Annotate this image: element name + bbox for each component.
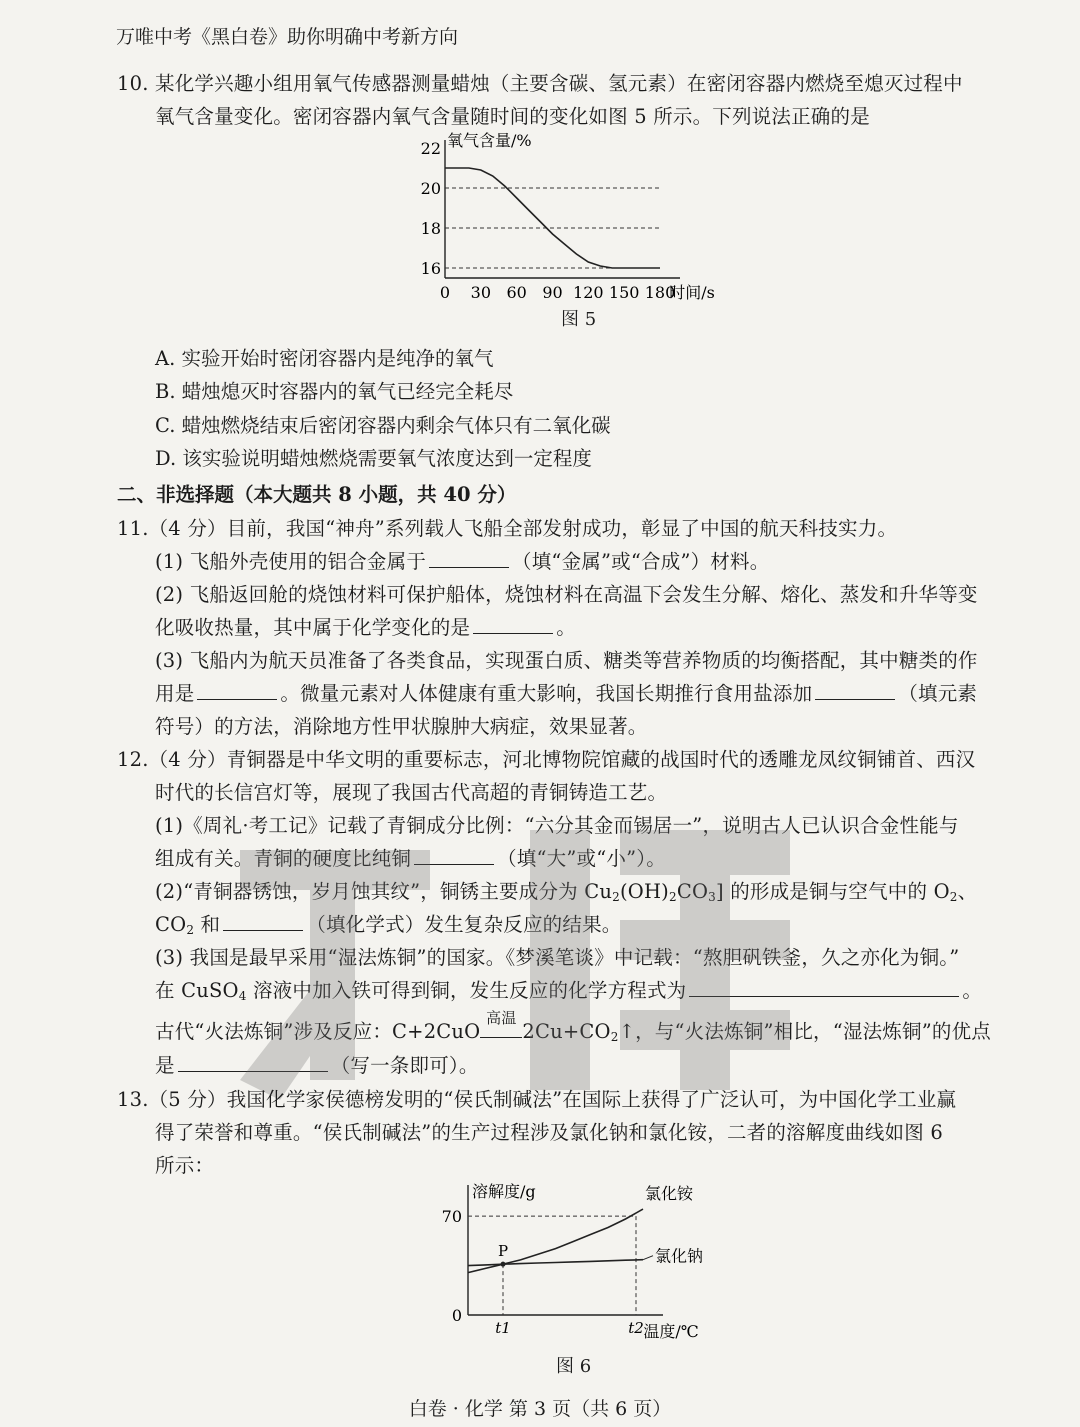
oxygen-curve xyxy=(445,168,660,268)
figure-5-chart xyxy=(410,128,740,303)
q12-part3-line1: (3) 我国是最早采用“湿法炼铜”的国家。《梦溪笔谈》中记载：“熬胆矾铁釜，久之亦化为铜。” xyxy=(155,946,960,969)
q11-part3-line1: (3) 飞船内为航天员准备了各类食品，实现蛋白质、糖类等营养物质的均衡搭配，其中糖类的作 xyxy=(155,649,978,672)
y-tick-label: 16 xyxy=(420,259,441,278)
figure-5-caption: 图 5 xyxy=(561,309,597,330)
q12-part3-line3: 古代“火法炼铜”涉及反应：C+2CuO 高温 $2Cu+CO_2↑$，与“火法炼铜”相比，“湿法炼铜”的优点 xyxy=(155,1009,991,1044)
q11-part2-line1: (2) 飞船返回舱的烧蚀材料可保护船体，烧蚀材料在高温下会发生分解、熔化、蒸发和升华等变 xyxy=(155,583,978,606)
q10-line2: 氧气含量变化。密闭容器内氧气含量随时间的变化如图 5 所示。下列说法正确的是 xyxy=(155,105,870,128)
q13-stem-line3: 所示： xyxy=(155,1154,215,1177)
y-tick-label: 18 xyxy=(420,219,441,238)
label-leader xyxy=(643,1256,653,1260)
q12-part2-line1: (2)“青铜器锈蚀，岁月蚀其纹”，铜锈主要成分为 $Cu_2(OH)_2CO_3$] 的形成是铜与空气中的 $O_2$、 xyxy=(155,880,978,904)
y-tick-label: 70 xyxy=(441,1207,462,1227)
x-tick-label: 30 xyxy=(470,283,492,302)
sodium-chloride-curve xyxy=(468,1260,643,1266)
section-2-heading: 二、非选择题（本大题共 8 小题，共 40 分） xyxy=(117,483,517,506)
answer-blank[interactable] xyxy=(815,698,895,700)
q11-part2-line2: 化吸收热量，其中属于化学变化的是 。 xyxy=(155,616,576,639)
point-label-p: P xyxy=(497,1242,509,1261)
figure-6-caption: 图 6 xyxy=(556,1356,592,1377)
q10-option-d: D. 该实验说明蜡烛燃烧需要氧气浓度达到一定程度 xyxy=(155,447,592,470)
x-axis-label: 时间/s xyxy=(669,283,715,302)
q11-stem: 11.（4 分）目前，我国“神舟”系列载人飞船全部发射成功，彰显了中国的航天科技实力。 xyxy=(117,517,898,540)
y-tick-label: 20 xyxy=(420,179,441,198)
q11-part3-line3: 符号）的方法，消除地方性甲状腺肿大病症，效果显著。 xyxy=(155,715,648,738)
page-footer: 白卷 · 化学 第 3 页（共 6 页） xyxy=(408,1398,672,1420)
x-tick-label: t1 xyxy=(495,1319,511,1337)
q12-part2-line2: $CO_2$ 和 （填化学式）发生复杂反应的结果。 xyxy=(155,913,622,937)
x-tick-label: t2 xyxy=(628,1319,644,1337)
q12-part1-line1: (1)《周礼·考工记》记载了青铜成分比例：“六分其金而锡居一”，说明古人已认识合金性能与 xyxy=(155,814,959,837)
y-axis-label: 氧气含量/% xyxy=(447,131,532,150)
q12-part3-line2: 在 CuSO$_4$ 溶液中加入铁可得到铜，发生反应的化学方程式为 。 xyxy=(155,979,983,1003)
answer-blank[interactable] xyxy=(178,1070,328,1072)
answer-blank[interactable] xyxy=(414,863,494,865)
q13-stem-line2: 得了荣誉和尊重。“侯氏制碱法”的生产过程涉及氯化钠和氯化铵，二者的溶解度曲线如图 6 xyxy=(155,1121,943,1144)
q10-line1: 10. 某化学兴趣小组用氧气传感器测量蜡烛（主要含碳、氢元素）在密闭容器内燃烧至熄灭过程中 xyxy=(117,72,963,95)
figure-6-chart xyxy=(440,1175,720,1350)
q11-part1: (1) 飞船外壳使用的铝合金属于 （填“金属”或“合成”）材料。 xyxy=(155,550,770,573)
q12-stem-line1: 12.（4 分）青铜器是中华文明的重要标志，河北博物院馆藏的战国时代的透雕龙凤纹铜铺首、西汉 xyxy=(117,748,976,771)
x-tick-label: 180 xyxy=(644,283,676,302)
answer-blank[interactable] xyxy=(689,995,959,997)
q12-part1-line2: 组成有关。青铜的硬度比纯铜 （填“大”或“小”）。 xyxy=(155,847,666,870)
q13-stem-line1: 13.（5 分）我国化学家侯德榜发明的“侯氏制碱法”在国际上获得了广泛认可，为中国化学工业赢 xyxy=(117,1088,957,1111)
intersection-point xyxy=(501,1262,506,1267)
x-tick-label: 150 xyxy=(608,283,640,302)
y-axis-label: 溶解度/g xyxy=(472,1182,536,1201)
q10-option-c: C. 蜡烛燃烧结束后密闭容器内剩余气体只有二氧化碳 xyxy=(155,414,611,437)
q12-part3-line4: 是 （写一条即可）。 xyxy=(155,1054,479,1077)
y-tick-label: 22 xyxy=(420,139,441,158)
y-tick-label: 0 xyxy=(451,1306,462,1325)
q10-option-b: B. 蜡烛熄灭时容器内的氧气已经完全耗尽 xyxy=(155,380,514,403)
series-label-sodium-chloride: 氯化钠 xyxy=(655,1246,704,1266)
q10-option-a: A. 实验开始时密闭容器内是纯净的氧气 xyxy=(155,347,494,370)
x-axis-label: 温度/℃ xyxy=(643,1322,699,1341)
page-header: 万唯中考《黑白卷》助你明确中考新方向 xyxy=(116,26,459,48)
x-tick-label: 120 xyxy=(573,283,604,302)
x-tick-label: 90 xyxy=(542,283,563,302)
x-tick-label: 60 xyxy=(506,283,527,302)
answer-blank[interactable] xyxy=(473,632,553,634)
answer-blank[interactable] xyxy=(429,566,509,568)
answer-blank[interactable] xyxy=(197,698,277,700)
x-tick-label: 0 xyxy=(439,283,451,302)
q11-part3-line2: 用是 。微量元素对人体健康有重大影响，我国长期推行食用盐添加 （填元素 xyxy=(155,682,978,705)
series-label-ammonium-chloride: 氯化铵 xyxy=(645,1184,694,1203)
q12-stem-line2: 时代的长信宫灯等，展现了我国古代高超的青铜铸造工艺。 xyxy=(155,781,668,804)
answer-blank[interactable] xyxy=(223,929,303,931)
